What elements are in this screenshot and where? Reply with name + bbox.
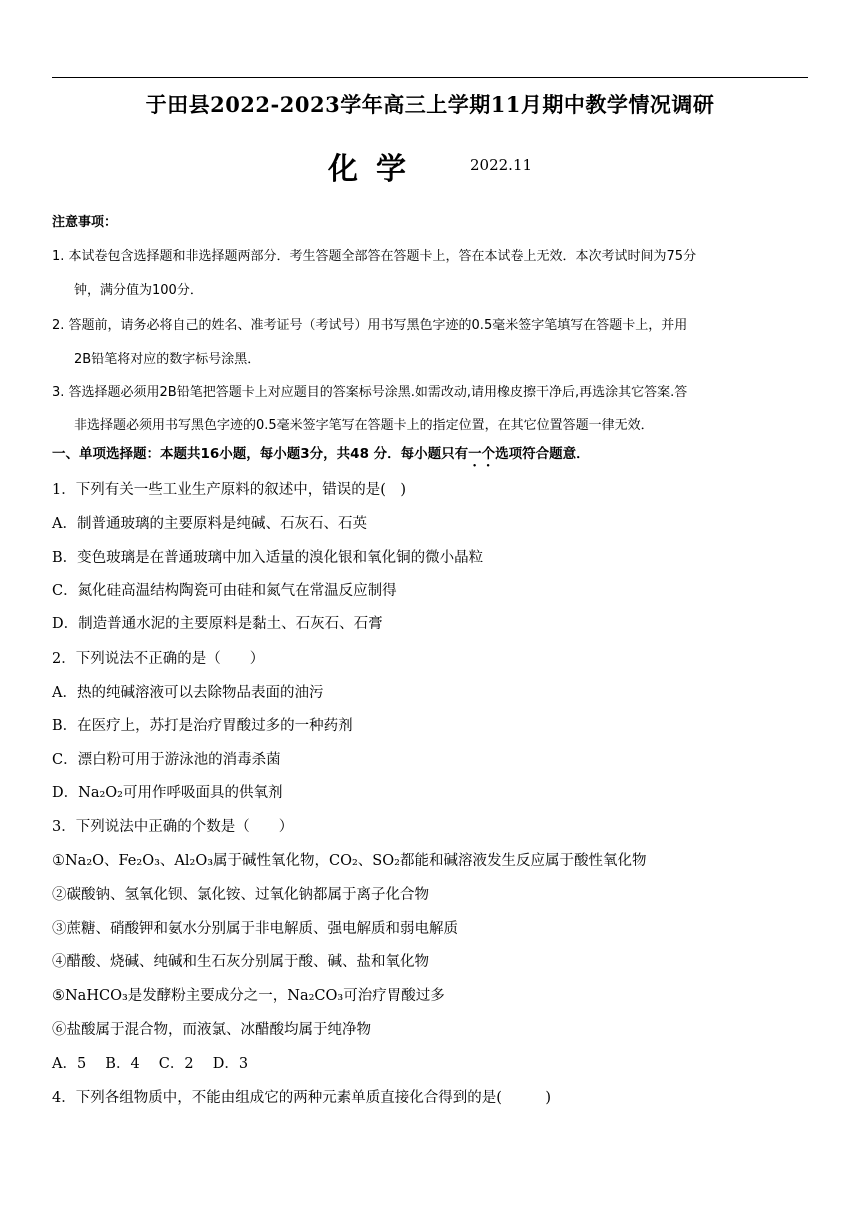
question-1-option-c: C．氮化硅高温结构陶瓷可由硅和氮气在常温反应制得 — [52, 583, 397, 599]
question-3-statement-5: ⑤NaHCO₃是发酵粉主要成分之一，Na₂CO₃可治疗胃酸过多 — [52, 988, 445, 1004]
question-4-stem: 4．下列各组物质中，不能由组成它的两种元素单质直接化合得到的是( ) — [52, 1090, 552, 1106]
question-1-option-d: D．制造普通水泥的主要原料是黏土、石灰石、石膏 — [52, 616, 383, 632]
question-2-option-b: B．在医疗上，苏打是治疗胃酸过多的一种药剂 — [52, 718, 353, 734]
question-2-option-c: C．漂白粉可用于游泳池的消毒杀菌 — [52, 752, 281, 768]
notice-item-1-line-1: 1. 本试卷包含选择题和非选择题两部分．考生答题全部答在答题卡上，答在本试卷上无效．本次考试时间为75分 — [52, 249, 697, 264]
question-1-option-b: B．变色玻璃是在普通玻璃中加入适量的溴化银和氧化铜的微小晶粒 — [52, 550, 484, 566]
question-3-stem: 3．下列说法中正确的个数是（ ） — [52, 819, 294, 835]
question-2-option-d: D．Na₂O₂可用作呼吸面具的供氧剂 — [52, 785, 283, 801]
question-2-option-a: A．热的纯碱溶液可以去除物品表面的油污 — [52, 685, 324, 701]
notice-item-3-line-2: 非选择题必须用书写黑色字迹的0.5毫米签字笔写在答题卡上的指定位置，在其它位置答题一律无效． — [74, 418, 654, 433]
section-1-heading: 一、单项选择题：本题共16小题，每小题3分，共48 分．每小题只有一个选项符合题意． — [52, 446, 590, 462]
notice-item-1-line-2: 钟，满分值为100分． — [74, 283, 203, 298]
question-1-stem: 1．下列有关一些工业生产原料的叙述中，错误的是( ) — [52, 482, 407, 498]
notice-item-2-line-2: 2B铅笔将对应的数字标号涂黑． — [74, 352, 261, 367]
question-2-stem: 2．下列说法不正确的是（ ） — [52, 651, 265, 667]
notice-item-2-line-1: 2. 答题前，请务必将自己的姓名、准考证号（考试号）用书写黑色字迹的0.5毫米签字笔填写在答题卡上，并用 — [52, 318, 688, 333]
exam-date: 2022.11 — [470, 156, 533, 174]
header-rule — [52, 77, 808, 78]
subject-title: 化学 — [328, 152, 424, 187]
emphasis-text: 一个 — [468, 446, 496, 462]
notice-item-3-line-1: 3. 答选择题必须用2B铅笔把答题卡上对应题目的答案标号涂黑.如需改动,请用橡皮擦干净后,再选涂其它答案.答 — [52, 385, 688, 400]
question-3-statement-1: ①Na₂O、Fe₂O₃、Al₂O₃属于碱性氧化物，CO₂、SO₂都能和碱溶液发生反应属于酸性氧化物 — [52, 853, 647, 869]
question-3-statement-4: ④醋酸、烧碱、纯碱和生石灰分别属于酸、碱、盐和氧化物 — [52, 954, 429, 970]
question-3-statement-3: ③蔗糖、硝酸钾和氨水分别属于非电解质、强电解质和弱电解质 — [52, 921, 458, 937]
question-3-options: A．5 B．4 C．2 D．3 — [52, 1056, 249, 1072]
question-1-option-a: A．制普通玻璃的主要原料是纯碱、石灰石、石英 — [52, 516, 367, 532]
question-3-statement-6: ⑥盐酸属于混合物，而液氯、冰醋酸均属于纯净物 — [52, 1022, 371, 1038]
notice-heading: 注意事项： — [52, 215, 118, 230]
question-3-statement-2: ②碳酸钠、氢氧化钡、氯化铵、过氧化钠都属于离子化合物 — [52, 887, 429, 903]
exam-title: 于田县2022-2023学年高三上学期11月期中教学情况调研 — [145, 92, 715, 117]
